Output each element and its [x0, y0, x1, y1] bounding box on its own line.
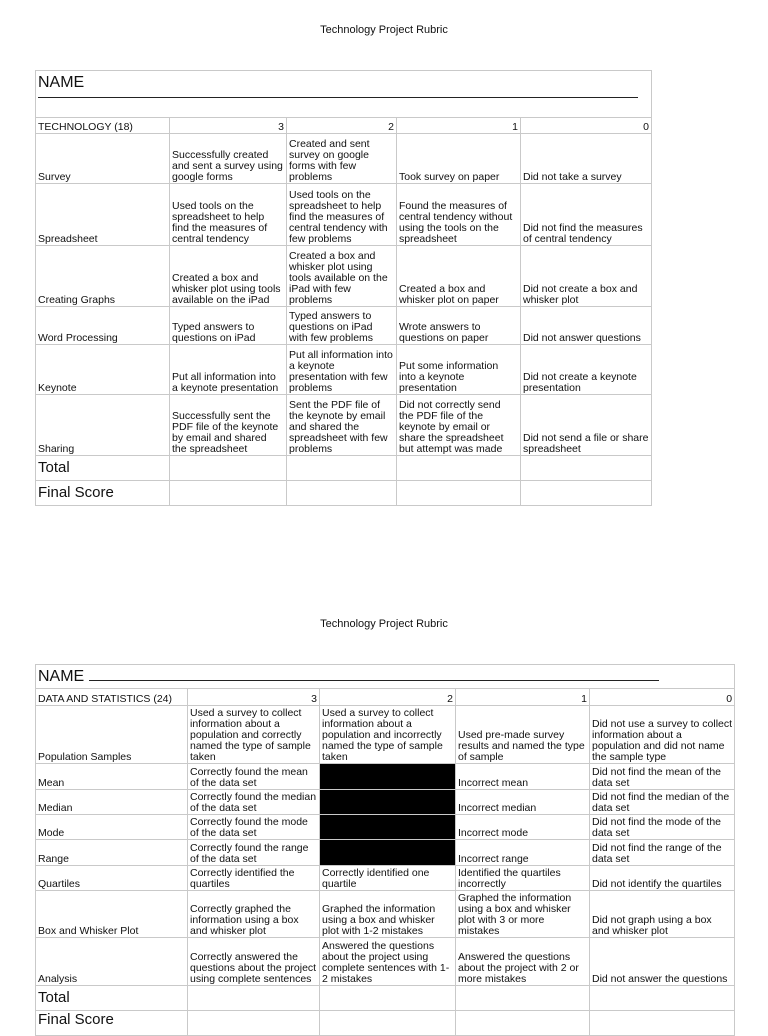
total-label: Total [36, 456, 170, 481]
category-header: TECHNOLOGY (18) [36, 118, 170, 134]
final-score-cell[interactable] [170, 481, 287, 506]
cell-score-3: Correctly found the mode of the data set [188, 815, 320, 840]
total-cell[interactable] [397, 456, 521, 481]
rubric-table-technology [35, 70, 652, 506]
table-row [36, 938, 735, 986]
total-label: Total [36, 986, 188, 1011]
score-2-header: 2 [320, 689, 456, 706]
table-row [36, 866, 735, 891]
table-row [36, 840, 735, 866]
cell-score-2-blocked [320, 764, 456, 790]
row-label: Population Samples [36, 706, 188, 764]
cell-score-0: Did not find the range of the data set [590, 840, 735, 866]
cell-score-0: Did not take a survey [521, 134, 652, 184]
row-label: Mode [36, 815, 188, 840]
total-cell[interactable] [320, 986, 456, 1011]
row-label: Creating Graphs [36, 246, 170, 307]
final-score-cell[interactable] [397, 481, 521, 506]
cell-score-3: Successfully created and sent a survey using google forms [170, 134, 287, 184]
table-row [36, 246, 652, 307]
cell-score-0: Did not find the mode of the data set [590, 815, 735, 840]
cell-score-1: Identified the quartiles incorrectly [456, 866, 590, 891]
final-score-row [36, 1011, 735, 1036]
row-label: Spreadsheet [36, 184, 170, 246]
table-row [36, 184, 652, 246]
cell-score-0: Did not create a keynote presentation [521, 345, 652, 395]
cell-score-3: Created a box and whisker plot using tools available on the iPad [170, 246, 287, 307]
row-label: Range [36, 840, 188, 866]
name-label: NAME [38, 668, 85, 685]
cell-score-2: Typed answers to questions on iPad with few problems [287, 307, 397, 345]
score-3-header: 3 [170, 118, 287, 134]
cell-score-0: Did not find the mean of the data set [590, 764, 735, 790]
cell-score-3: Correctly found the median of the data set [188, 790, 320, 815]
table-row [36, 395, 652, 456]
final-score-cell[interactable] [188, 1011, 320, 1036]
final-score-cell[interactable] [590, 1011, 735, 1036]
score-0-header: 0 [521, 118, 652, 134]
total-cell[interactable] [287, 456, 397, 481]
row-label: Analysis [36, 938, 188, 986]
table-row [36, 134, 652, 184]
table-row [36, 345, 652, 395]
cell-score-0: Did not find the measures of central tendency [521, 184, 652, 246]
cell-score-0: Did not use a survey to collect information about a population and did not name the sample type [590, 706, 735, 764]
name-field[interactable] [36, 71, 652, 118]
cell-score-3: Used tools on the spreadsheet to help find the measures of central tendency [170, 184, 287, 246]
cell-score-3: Used a survey to collect information about a population and correctly named the type of sample taken [188, 706, 320, 764]
row-label: Box and Whisker Plot [36, 891, 188, 938]
cell-score-0: Did not create a box and whisker plot [521, 246, 652, 307]
rubric-table-data-statistics [35, 664, 735, 1036]
cell-score-0: Did not identify the quartiles [590, 866, 735, 891]
table-row [36, 790, 735, 815]
category-header: DATA AND STATISTICS (24) [36, 689, 188, 706]
final-score-row [36, 481, 652, 506]
cell-score-1: Incorrect mode [456, 815, 590, 840]
row-label: Sharing [36, 395, 170, 456]
cell-score-3: Correctly identified the quartiles [188, 866, 320, 891]
cell-score-1: Found the measures of central tendency without using the tools on the spreadsheet [397, 184, 521, 246]
score-3-header: 3 [188, 689, 320, 706]
name-line [89, 680, 659, 681]
cell-score-2-blocked [320, 815, 456, 840]
cell-score-2: Used tools on the spreadsheet to help find the measures of central tendency with few problems [287, 184, 397, 246]
final-score-cell[interactable] [320, 1011, 456, 1036]
cell-score-2: Used a survey to collect information about a population and incorrectly named the type of sample taken [320, 706, 456, 764]
final-score-label: Final Score [36, 481, 170, 506]
cell-score-1: Did not correctly send the PDF file of the keynote by email or share the spreadsheet but attempt was made [397, 395, 521, 456]
cell-score-3: Typed answers to questions on iPad [170, 307, 287, 345]
cell-score-0: Did not send a file or share spreadsheet [521, 395, 652, 456]
final-score-label: Final Score [36, 1011, 188, 1036]
score-2-header: 2 [287, 118, 397, 134]
cell-score-3: Put all information into a keynote presentation [170, 345, 287, 395]
row-label: Word Processing [36, 307, 170, 345]
name-label: NAME [38, 74, 85, 91]
table-row [36, 307, 652, 345]
row-label: Quartiles [36, 866, 188, 891]
cell-score-3: Correctly found the mean of the data set [188, 764, 320, 790]
row-label: Mean [36, 764, 188, 790]
cell-score-1: Answered the questions about the project with 2 or more mistakes [456, 938, 590, 986]
cell-score-0: Did not answer the questions [590, 938, 735, 986]
cell-score-1: Wrote answers to questions on paper [397, 307, 521, 345]
cell-score-2: Answered the questions about the project using complete sentences with 1-2 mistakes [320, 938, 456, 986]
cell-score-1: Graphed the information using a box and whisker plot with 3 or more mistakes [456, 891, 590, 938]
page-title: Technology Project Rubric [320, 24, 448, 36]
cell-score-2: Created and sent survey on google forms with few problems [287, 134, 397, 184]
total-row [36, 986, 735, 1011]
total-cell[interactable] [188, 986, 320, 1011]
cell-score-0: Did not graph using a box and whisker plot [590, 891, 735, 938]
cell-score-1: Put some information into a keynote presentation [397, 345, 521, 395]
cell-score-0: Did not answer questions [521, 307, 652, 345]
total-cell[interactable] [521, 456, 652, 481]
cell-score-2: Created a box and whisker plot using tools available on the iPad with few problems [287, 246, 397, 307]
total-cell[interactable] [590, 986, 735, 1011]
cell-score-0: Did not find the median of the data set [590, 790, 735, 815]
final-score-cell[interactable] [456, 1011, 590, 1036]
cell-score-2: Graphed the information using a box and whisker plot with 1-2 mistakes [320, 891, 456, 938]
score-1-header: 1 [456, 689, 590, 706]
name-line [38, 97, 638, 98]
table-row [36, 815, 735, 840]
final-score-cell[interactable] [521, 481, 652, 506]
cell-score-3: Correctly graphed the information using a box and whisker plot [188, 891, 320, 938]
cell-score-3: Correctly answered the questions about the project using complete sentences [188, 938, 320, 986]
cell-score-3: Correctly found the range of the data set [188, 840, 320, 866]
table-row [36, 706, 735, 764]
table-row [36, 764, 735, 790]
total-cell[interactable] [170, 456, 287, 481]
score-1-header: 1 [397, 118, 521, 134]
cell-score-2: Correctly identified one quartile [320, 866, 456, 891]
total-row [36, 456, 652, 481]
cell-score-1: Created a box and whisker plot on paper [397, 246, 521, 307]
table-header-row [36, 118, 652, 134]
final-score-cell[interactable] [287, 481, 397, 506]
score-0-header: 0 [590, 689, 735, 706]
cell-score-2: Put all information into a keynote presentation with few problems [287, 345, 397, 395]
cell-score-2-blocked [320, 840, 456, 866]
cell-score-1: Used pre-made survey results and named the type of sample [456, 706, 590, 764]
page-title: Technology Project Rubric [320, 618, 448, 630]
table-header-row [36, 689, 735, 706]
row-label: Survey [36, 134, 170, 184]
cell-score-2-blocked [320, 790, 456, 815]
total-cell[interactable] [456, 986, 590, 1011]
cell-score-1: Incorrect range [456, 840, 590, 866]
row-label: Keynote [36, 345, 170, 395]
cell-score-1: Incorrect mean [456, 764, 590, 790]
cell-score-3: Successfully sent the PDF file of the keynote by email and shared the spreadsheet [170, 395, 287, 456]
row-label: Median [36, 790, 188, 815]
cell-score-1: Took survey on paper [397, 134, 521, 184]
name-field[interactable] [36, 665, 735, 689]
table-row [36, 891, 735, 938]
cell-score-1: Incorrect median [456, 790, 590, 815]
cell-score-2: Sent the PDF file of the keynote by email and shared the spreadsheet with few problems [287, 395, 397, 456]
